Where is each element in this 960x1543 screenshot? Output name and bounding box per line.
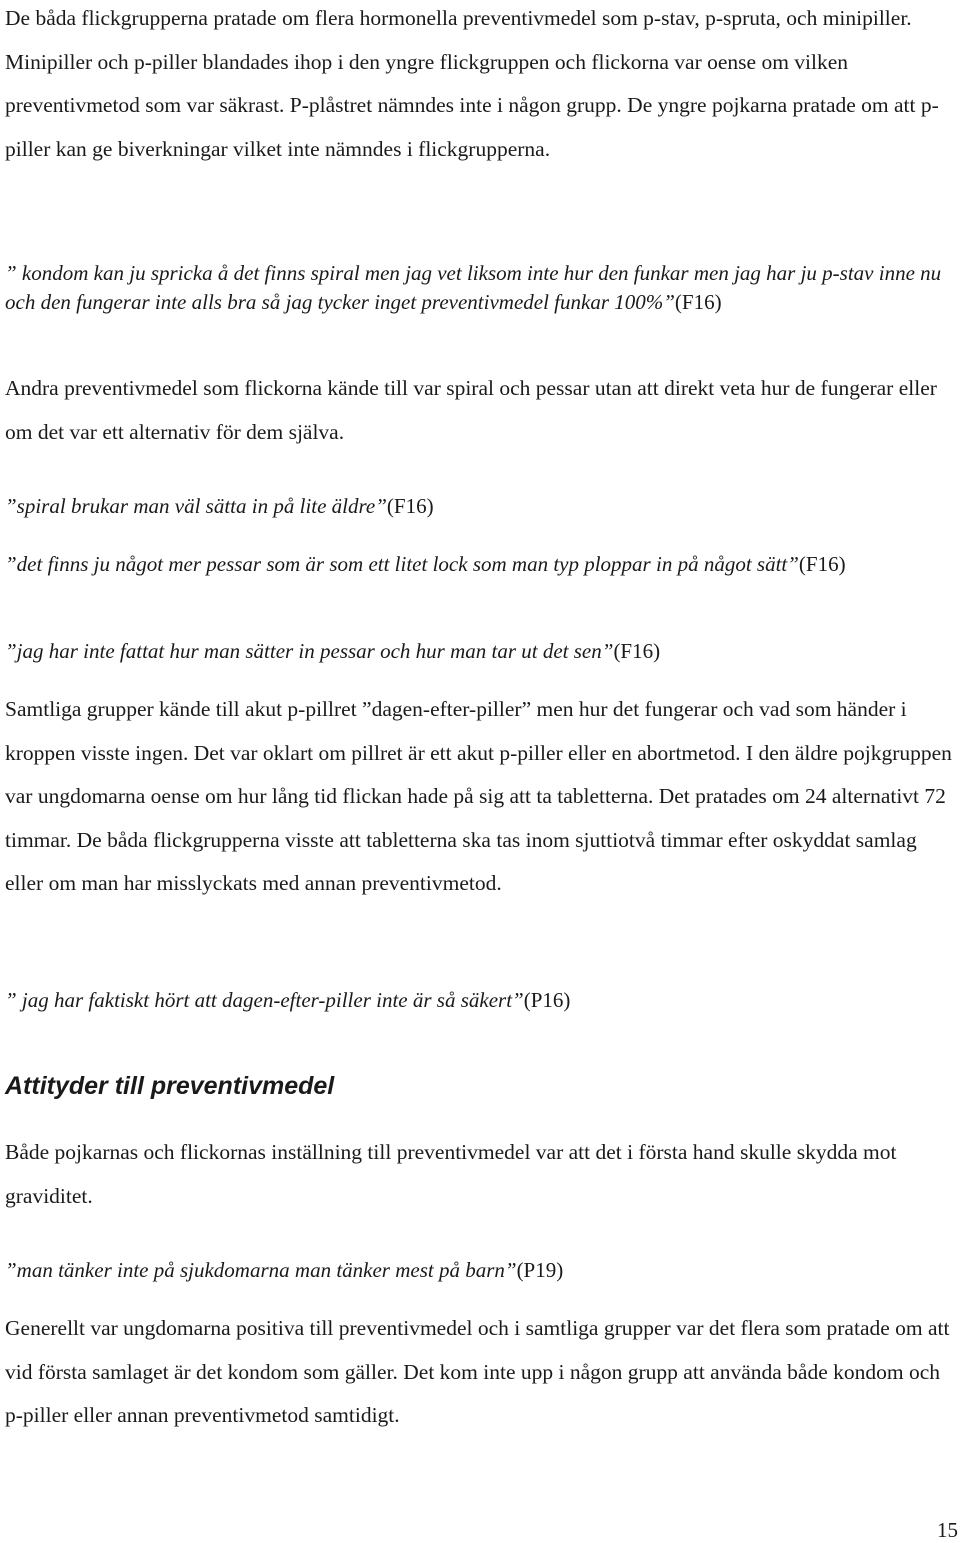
paragraph-hormonal-contraceptives: De båda flickgrupperna pratade om flera hormonella preventivmedel som p-stav, p-spruta, och minipiller. Minipiller och p-piller blandades ihop i den yngre flickgruppen och flickorna var oense om vilken preventivmetod som var säkrast. P-plåstret nämndes inte i någon grupp. De yngre pojkarna pratade om att p-piller kan ge biverkningar vilket inte nämndes i flickgrupperna. — [5, 6, 939, 161]
paragraph-spiral-pessary: Andra preventivmedel som flickorna kände till var spiral och pessar utan att direkt veta hur de fungerar eller om det var ett alternativ för dem själva. — [5, 376, 937, 444]
quote-morning-after-safety — [5, 986, 960, 1015]
quote-reference: (P19) — [516, 1258, 564, 1282]
quote-condom-spiral — [5, 259, 960, 317]
quote-children — [5, 1256, 960, 1285]
quote-text: ”jag har inte fattat hur man sätter in pessar och hur man tar ut det sen” — [5, 639, 614, 663]
quote-reference: (F16) — [674, 290, 722, 314]
quote-pessary-lid — [5, 550, 960, 579]
section-heading: Attityder till preventivmedel — [5, 1072, 335, 1100]
page-number: 15 — [937, 1518, 958, 1542]
paragraph-morning-after-pill: Samtliga grupper kände till akut p-pillret ”dagen-efter-piller” men hur det fungerar och vad som händer i kroppen visste ingen. Det var oklart om pillret är ett akut p-piller eller en abortmetod. I den äldre pojkgruppen var ungdomarna oense om hur lång tid flickan hade på sig att ta tabletterna. Det pratades om 24 alternativt 72 timmar. De båda flickgrupperna visste att tabletterna ska tas inom sjuttiotvå timmar efter oskyddat samlag eller om man har misslyckats med annan preventivmetod. — [5, 697, 952, 895]
quote-pessary-insert — [5, 637, 960, 666]
quote-reference: (F16) — [613, 639, 661, 663]
quote-reference: (F16) — [798, 552, 846, 576]
quote-reference: (P16) — [523, 988, 571, 1012]
quote-text: ” jag har faktiskt hört att dagen-efter-piller inte är så säkert” — [5, 988, 524, 1012]
quote-reference: (F16) — [386, 494, 434, 518]
paragraph-attitudes: Både pojkarnas och flickornas inställning till preventivmedel var att det i första hand skulle skydda mot graviditet. — [5, 1140, 897, 1208]
quote-text: ”det finns ju något mer pessar som är som ett litet lock som man typ ploppar in på något sätt” — [5, 552, 799, 576]
quote-spiral-older — [5, 492, 960, 521]
quote-text: ”man tänker inte på sjukdomarna man tänker mest på barn” — [5, 1258, 517, 1282]
quote-text: ” kondom kan ju spricka å det finns spiral men jag vet liksom inte hur den funkar men jag har ju p-stav inne nu och den fungerar inte alls bra så jag tycker inget preventivmedel funkar 100%” — [5, 261, 942, 314]
quote-text: ”spiral brukar man väl sätta in på lite äldre” — [5, 494, 387, 518]
paragraph-positive-attitudes: Generellt var ungdomarna positiva till preventivmedel och i samtliga grupper var det flera som pratade om att vid första samlaget är det kondom som gäller. Det kom inte upp i någon grupp att använda både kondom och p-piller eller annan preventivmetod samtidigt. — [5, 1316, 950, 1427]
